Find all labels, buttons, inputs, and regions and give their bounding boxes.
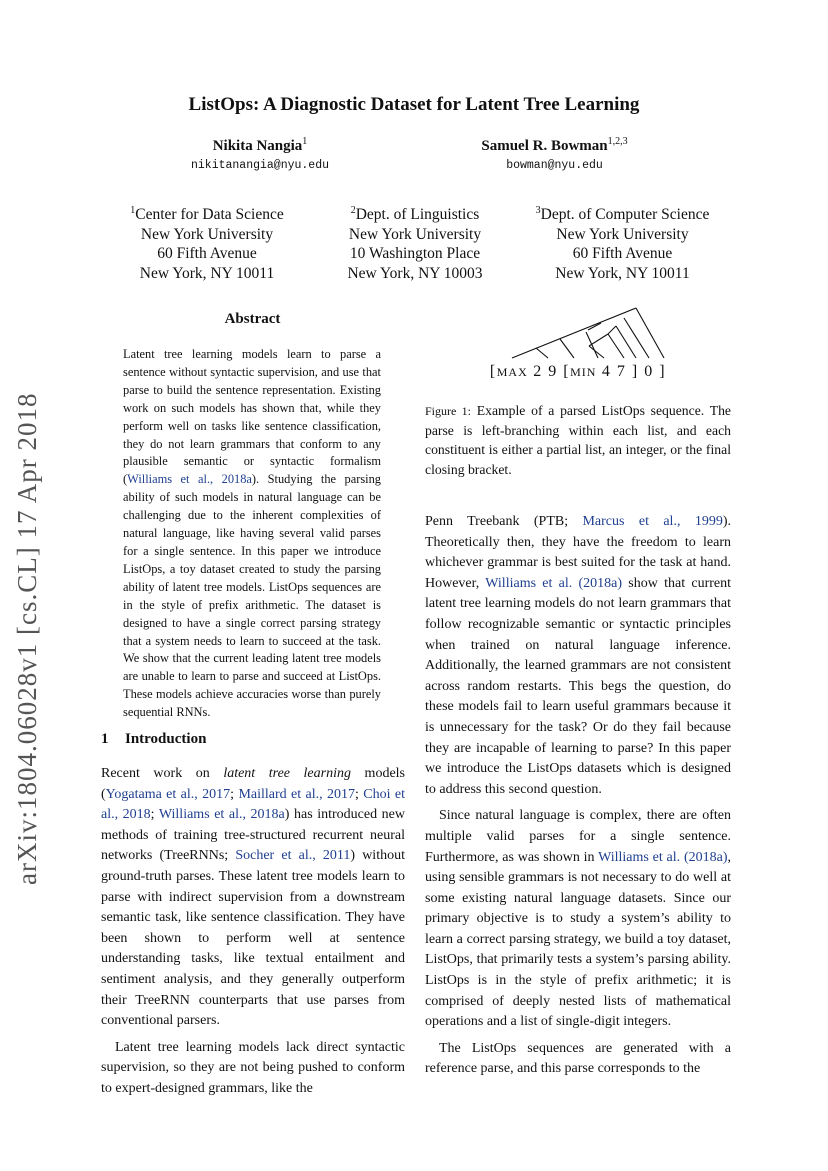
tree-edge (536, 348, 548, 358)
citation-link[interactable]: Socher et al., 2011 (235, 848, 351, 864)
abstract-heading: Abstract (224, 311, 281, 327)
tree-edge (636, 308, 664, 358)
figure-caption: Figure 1: Example of a parsed ListOps sequence. The parse is left-branching within each list, and each constituent is either a partial list, an integer, or the final closing bracket. (425, 403, 731, 477)
paper-title: ListOps: A Diagnostic Dataset for Latent Tree Learning (188, 94, 640, 115)
section-title: Introduction (125, 731, 207, 747)
citation-link[interactable]: Choi et al., 2018 (101, 786, 405, 823)
paragraph: Latent tree learning models lack direct syntactic supervision, so they are not being pushed to conform to expert-designed grammars, like the (101, 1039, 405, 1096)
paragraph: The ListOps sequences are generated with a reference parse, and this parse corresponds to the (425, 1040, 731, 1077)
paragraph: Since natural language is complex, there are often multiple valid parses for a single sentence. Furthermore, as was shown in Williams et al. (2018a), using sensible grammars is not necessary to do well at some existing natural language datasets. Since our primary objective is to study a system’s ability to learn a correct parsing strategy, we build a toy dataset, ListOps, that primarily tests a system’s parsing ability. ListOps is in the style of prefix arithmetic; it is comprised of deeply nested lists of mathematical operations and a list of single-digit integers. (425, 808, 731, 1030)
citation-link[interactable]: Williams et al., 2018a (127, 472, 252, 487)
citation-link[interactable]: Maillard et al., 2017 (238, 786, 355, 802)
arxiv-identifier: arXiv:1804.06028v1 [cs.CL] 17 Apr 2018 (12, 392, 42, 885)
author-name: Nikita Nangia (212, 138, 303, 154)
citation-link[interactable]: Williams et al., 2018a (158, 807, 285, 823)
author-2 (452, 136, 657, 172)
tree-edge (616, 326, 636, 358)
listops-sequence: [MAX 2 9 [MIN 4 7 ] 0 ] (489, 363, 667, 380)
tree-edge (608, 334, 624, 358)
intro-right-column (425, 512, 731, 1080)
affiliation-3: $^3$Dept. of Computer Science New York University 60 Fifth Avenue New York, NY 10011 (535, 205, 710, 282)
tree-edge (608, 326, 616, 334)
operator-max: MAX (496, 365, 528, 379)
paragraph: Recent work on latent tree learning models (Yogatama et al., 2017; Maillard et al., 2017; Choi et al., 2018; Williams et al., 2018a) has introduced new methods of training tree-structured recurrent neural networks (TreeRNNs; Socher et al., 2011) without ground-truth parses. These latent tree models learn to parse with indirect supervision from a downstream semantic task, like sentence classification. They have been shown to perform well at sentence understanding tasks, like textual entailment and sentiment analysis, and they generally outperform their TreeRNN counterparts that use parses from conventional parsers. (101, 766, 405, 1029)
tree-edge (589, 346, 604, 358)
parse-tree-figure (486, 306, 666, 362)
abstract-body: Latent tree learning models learn to parse a sentence without syntactic supervision, and use that parse to build the sentence representation. Existing work on such models has shown that, while they perform well on tasks like sentence classification, they do not learn grammars that conform to any plausible semantic or syntactic formalism (Williams et al., 2018a). Studying the parsing ability of such models in natural language can be challenging due to the inherent complexities of natural language, like having several valid parses for a single sentence. In this paper we introduce ListOps, a toy dataset created to study the parsing ability of latent tree models. ListOps sequences are in the style of prefix arithmetic. The dataset is designed to have a single correct parsing strategy that a system needs to learn to succeed at the task. We show that the current leading latent tree models are unable to learn to parse and succeed at ListOps. These models achieve accuracies worse than purely sequential RNNs. (123, 347, 381, 720)
tree-edge (560, 339, 574, 358)
operator-min: MIN (570, 365, 597, 379)
author-affiliation-mark: 1 (302, 136, 308, 147)
paragraph: Penn Treebank (PTB; Marcus et al., 1999). Theoretically then, they have the freedom to learn whichever grammar is best suited for the task at hand. However, Williams et al. (2018a) show that current latent tree learning models do not learn grammars that follow recognizable semantic or syntactic principles when trained on natural language inference. Additionally, the learned grammars are not consistent across random restarts. This begs the question, do these models fail to learn useful grammars because it is unnecessary for the task? Or do they fail because they are incapable of learning to parse? In this paper we introduce the ListOps datasets which is designed to address this second question. (425, 514, 732, 797)
tree-edge (512, 308, 636, 358)
intro-left-column (101, 764, 405, 1100)
author-affiliation-mark: 1,2,3 (607, 136, 628, 147)
author-email: nikitanangia@nyu.edu (190, 159, 330, 172)
tree-edge (589, 334, 608, 346)
affiliation-2: $^2$Dept. of Linguistics New York University 10 Washington Place New York, NY 10003 (347, 205, 483, 282)
section-heading (101, 731, 206, 748)
tree-edge (586, 332, 598, 358)
figure-label: Figure 1: (425, 404, 471, 418)
author-name: Samuel R. Bowman (481, 138, 608, 154)
citation-link[interactable]: Williams et al. (2018a) (598, 849, 728, 865)
citation-link[interactable]: Marcus et al., 1999 (582, 514, 723, 529)
author-email: bowman@nyu.edu (506, 159, 603, 172)
author-1 (160, 136, 360, 172)
section-number: 1 (101, 731, 109, 747)
citation-link[interactable]: Williams et al. (2018a) (485, 575, 623, 591)
citation-link[interactable]: Yogatama et al., 2017 (105, 786, 231, 802)
affiliation-1: $^1$Center for Data Science New York University 60 Fifth Avenue New York, NY 10011 (130, 205, 284, 282)
